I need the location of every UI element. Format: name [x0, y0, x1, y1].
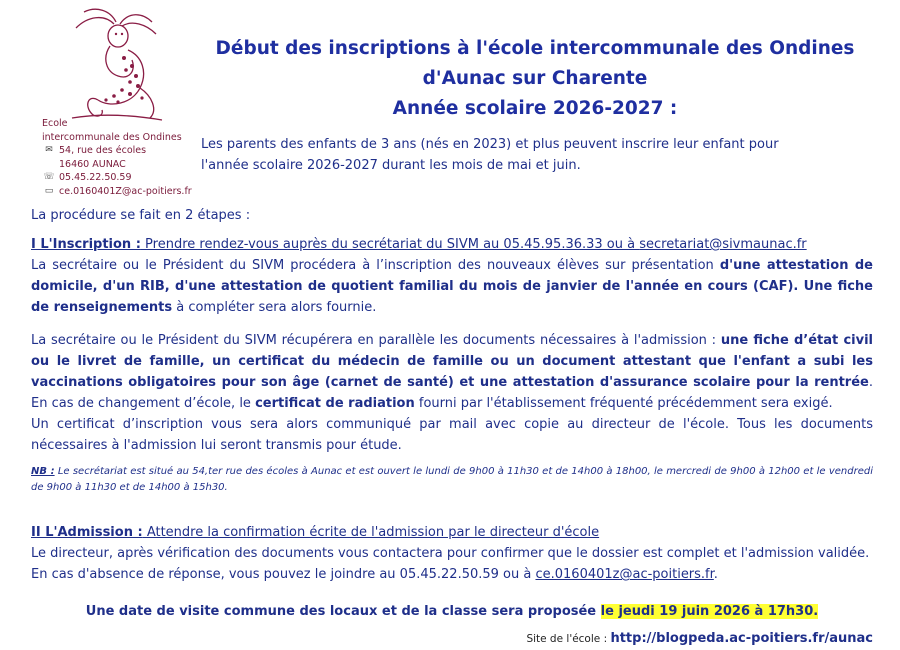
email-line [42, 185, 202, 199]
director-email-link[interactable]: ce.0160401z@ac-poitiers.fr [535, 567, 714, 582]
step2-heading: II L'Admission : [31, 525, 143, 540]
paragraph-certificate: Un certificat d’inscription vous sera alors communiqué par mail avec copie au directeur de l'école. Tous les documents nécessaires à l'admission lui seront transmis pour étude. [31, 417, 873, 453]
p2-text3: fourni par l'établissement fréquenté précédemment sera exigé. [414, 396, 833, 411]
title-line3: Année scolaire 2026-2027 : [392, 98, 678, 119]
address-city: 16460 AUNAC [59, 158, 126, 170]
school-contact [42, 117, 202, 198]
intro-line1: Les parents des enfants de 3 ans (nés en 2023) et plus peuvent inscrire leur enfant pour [201, 137, 779, 152]
nb-text: Le secrétariat est situé au 54,ter rue des écoles à Aunac et est ouvert le lundi de 9h00 à 11h30 et de 14h00 à 18h00, le mercredi de 9h00 à 12h00 et le vendredi de 9h00 à 11h30 et de 14h00 à 15h30. [31, 466, 873, 493]
p1-text2: à compléter sera alors fournie. [172, 300, 377, 315]
p1-text1: La secrétaire ou le Président du SIVM procédera à l’inscription des nouveaux élèves sur présentation [31, 258, 720, 273]
school-email: ce.0160401Z@ac-poitiers.fr [59, 185, 192, 197]
ondine-illustration [66, 6, 166, 122]
p5-text1: En cas d'absence de réponse, vous pouvez le joindre au 05.45.22.50.59 ou à [31, 567, 536, 582]
address-street: 54, rue des écoles [59, 145, 147, 156]
school-logo [66, 6, 166, 122]
procedure-lead: La procédure se fait en 2 étapes : [31, 208, 251, 223]
computer-icon: ▭ [44, 185, 54, 196]
p1-bold1: d'une attestation de domicile, d'un RIB, d'une attestation de quotient familial du mois de janvier de l'année en cours (CAF). Une fiche de renseignements [31, 258, 873, 315]
step1-line [31, 234, 873, 255]
paragraph-documents [31, 330, 873, 414]
procedure-section [31, 205, 873, 650]
phone-icon: ☏ [43, 172, 55, 182]
school-phone: 05.45.22.50.59 [59, 172, 132, 183]
visit-text: Une date de visite commune des locaux et de la classe sera proposée [85, 604, 601, 619]
intro-line2: l'année scolaire 2026-2027 durant les mois de mai et juin. [201, 158, 581, 173]
address-line [42, 144, 202, 158]
school-name-line2: intercommunale des Ondines [42, 131, 182, 143]
website-line [31, 628, 873, 650]
intro-paragraph [201, 134, 861, 176]
visit-date-highlight: le jeudi 19 juin 2026 à 17h30. [600, 604, 819, 619]
school-name-line1: Ecole [42, 118, 68, 129]
visit-announcement [31, 601, 873, 622]
p2-bold1: une fiche d’état civil ou le livret de famille, un certificat du médecin de famille ou un document attestant que l'enfant a subi les vaccinations obligatoires pour son âge (carnet de santé) et une attestation d'assurance scolaire pour la rentrée [31, 333, 873, 390]
step1-heading: I L'Inscription : [31, 237, 141, 252]
paragraph-contact [31, 564, 873, 585]
p2-text2: . En cas de changement d’école, le [31, 375, 873, 411]
p2-text1: La secrétaire ou le Président du SIVM récupérera en parallèle les documents nécessaires à l'admission : [31, 333, 721, 348]
nb-label: NB : [31, 466, 55, 477]
step1-text: Prendre rendez-vous auprès du secrétariat du SIVM au 05.45.95.36.33 ou à [140, 237, 640, 252]
website-label: Site de l'école : [526, 633, 611, 645]
website-link[interactable]: http://blogpeda.ac-poitiers.fr/aunac [610, 631, 873, 646]
paragraph-registration [31, 255, 873, 318]
title-line2: d'Aunac sur Charente [422, 68, 648, 89]
title-line1: Début des inscriptions à l'école intercommunale des Ondines [215, 38, 855, 59]
secretariat-email-link[interactable]: secretariat@sivmaunac.fr [639, 237, 807, 252]
p2-bold2: certificat de radiation [255, 396, 415, 411]
envelope-icon: ✉ [45, 145, 53, 155]
step2-text: Attendre la confirmation écrite de l'admission par le directeur d'école [142, 525, 600, 540]
nb-note [31, 464, 873, 496]
page-title [200, 34, 870, 124]
paragraph-director: Le directeur, après vérification des documents vous contactera pour confirmer que le dossier est complet et l'admission validée. [31, 546, 870, 561]
phone-line [42, 171, 202, 185]
p5-text2: . [713, 567, 718, 582]
step2-line [31, 522, 873, 543]
